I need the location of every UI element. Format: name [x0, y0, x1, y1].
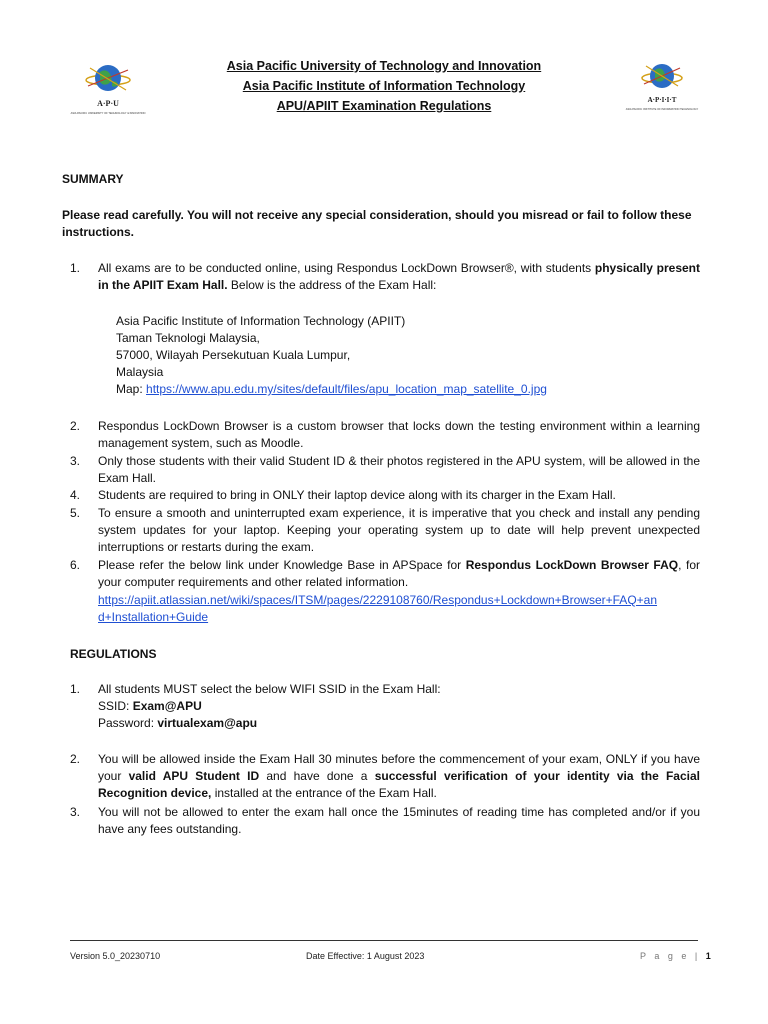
- svg-text:A·P·U: A·P·U: [97, 99, 119, 108]
- footer-page-number: P a g e | 1: [640, 951, 711, 961]
- document-page: A·P·U ASIA PACIFIC UNIVERSITY OF TECHNOLOGY & INNOVATION A·P·I·I·T ASIA PACIFIC INSTITUTE OF INFORMATION TECHNOLOGY Asia Pacific University of Technology and Innovation Asia Pacific Institute of Information Technology APU/APIIT Examination Regulations SUMMARY Please read carefully. You will not receive any special consideration, should you misread or fail to follow these instructions. 1. All exams are to be conducted online, using Respondus LockDown Browser®, with students physically present in the APIIT Exam Hall. Below is the address of the Exam Hall: Asia Pacific Institute of Information Technology (APIIT) Taman Teknologi Malaysia, 57000, Wilayah Persekutuan Kuala Lumpur, Malaysia Map: https://www.apu.edu.my/sites/default/files/apu_location_map_satellite_0.jpg 2. Respondus LockDown Browser is a custom browser that locks down the testing environment within a learning management system, such as Moodle. 3. Only those students with their valid Student ID & their photos registered in the APU system, will be allowed in the Exam Hall. 4. Students are required to bring in ONLY their laptop device along with its charger in the Exam Hall. 5. To ensure a smooth and uninterrupted exam experience, it is imperative that you check and install any pending system updates for your laptop. Keeping your operating system up to date will help prevent unexpected interruptions or restarts during the exam. 6. Please refer the below link under Knowledge Base in APSpace for Respondus LockDown Browser FAQ, for your computer requirements and other related information. https://apiit.atlassian.net/wiki/spaces/ITSM/pages/2229108760/Respondus+Lockdown+Browser+FAQ+an d+Installation+Guide REGULATIONS 1. All students MUST select the below WIFI SSID in the Exam Hall: SSID: Exam@APU Password: virtualexam@apu 2. You will be allowed inside the Exam Hall 30 minutes before the commencement of your exam, ONLY if you have your valid APU Student ID and have done a successful verification of your identity via the Facial Recognition device, installed at the entrance of the Exam Hall. 3. You will not be allowed to enter the exam hall once the 15minutes of reading time has completed and/or if you have any fees outstanding. Version 5.0_20230710 Date Effective: 1 August 2023 P a g e | 1: [0, 0, 768, 1024]
- footer-date-effective: Date Effective: 1 August 2023: [306, 951, 425, 961]
- map-link[interactable]: https://www.apu.edu.my/sites/default/files/apu_location_map_satellite_0.jpg: [146, 382, 547, 396]
- wifi-password: Password: virtualexam@apu: [98, 716, 258, 730]
- regulations-heading: REGULATIONS: [70, 647, 157, 661]
- summary-heading: SUMMARY: [62, 172, 124, 186]
- faq-link-block: [98, 592, 708, 626]
- faq-link[interactable]: https://apiit.atlassian.net/wiki/spaces/ITSM/pages/2229108760/Respondus+Lockdown+Browser+FAQ+an: [98, 593, 658, 607]
- document-header: [0, 56, 768, 116]
- summary-intro: Please read carefully. You will not receive any special consideration, should you misread or fail to follow these instructions.: [62, 208, 692, 239]
- footer-version: Version 5.0_20230710: [70, 951, 161, 961]
- wifi-ssid: SSID: Exam@APU: [98, 699, 202, 713]
- institute-name: Asia Pacific Institute of Information Technology: [242, 79, 526, 93]
- svg-text:A·P·I·I·T: A·P·I·I·T: [647, 96, 677, 104]
- document-title: APU/APIIT Examination Regulations: [276, 99, 492, 113]
- exam-hall-address: Asia Pacific Institute of Information Technology (APIIT) Taman Teknologi Malaysia, 57000, Wilayah Persekutuan Kuala Lumpur, Malaysia Map: https://www.apu.edu.my/sites/default/files/apu_location_map_satellite_0.jpg: [116, 314, 547, 396]
- faq-link-continued[interactable]: d+Installation+Guide: [98, 610, 209, 624]
- footer-divider: [70, 940, 698, 941]
- university-name: Asia Pacific University of Technology and Innovation: [226, 59, 542, 73]
- svg-text:ASIA PACIFIC UNIVERSITY OF TEC: ASIA PACIFIC UNIVERSITY OF TECHNOLOGY & INNOVATION: [70, 112, 146, 115]
- svg-text:ASIA PACIFIC INSTITUTE OF INFO: ASIA PACIFIC INSTITUTE OF INFORMATION TECHNOLOGY: [625, 108, 699, 111]
